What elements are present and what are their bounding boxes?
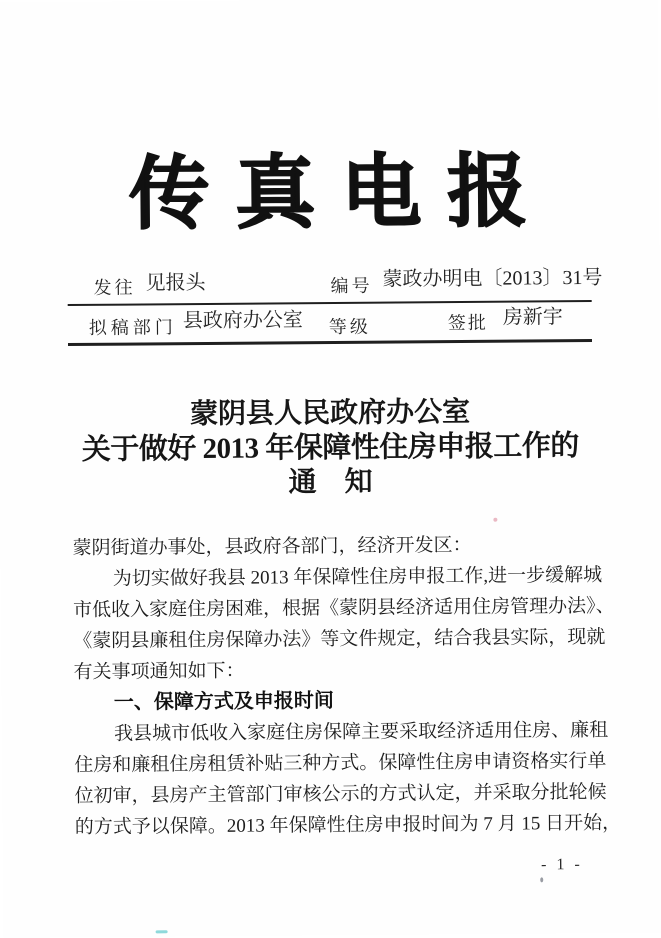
- field-value-to: 见报头: [145, 271, 206, 295]
- field-value-number: 蒙政办明电〔2013〕31号: [382, 266, 603, 291]
- field-label-sign: 签批: [447, 312, 488, 334]
- page-number: - 1 -: [541, 856, 583, 874]
- body-text: [72, 529, 622, 843]
- field-value-draft-dept: 县政府办公室: [182, 309, 303, 333]
- scan-speckle: [493, 518, 497, 522]
- body-line: 《蒙阴县廉租住房保障办法》等文件规定，结合我县实际，现就: [73, 626, 606, 653]
- field-label-number: 编号: [330, 275, 373, 296]
- field-label-to: 发往: [93, 277, 136, 298]
- body-line: 为切实做好我县 2013 年保障性住房申报工作,进一步缓解城: [112, 564, 603, 590]
- body-line-salutation: 蒙阴街道办事处，县政府各部门，经济开发区：: [72, 534, 472, 560]
- body-line: 位初审，县房产主管部门审核公示的方式认定，并采取分批轮候: [74, 781, 607, 808]
- doc-title-issuing-org: 蒙阴县人民政府办公室: [189, 396, 471, 431]
- form-bottom-line: [68, 339, 592, 346]
- body-line: 的方式予以保障。2013 年保障性住房申报时间为 7 月 15 日开始，: [74, 812, 622, 839]
- body-line: 住房和廉租住房租赁补贴三种方式。保障性住房申请资格实行单: [74, 750, 607, 777]
- scan-speckle: [156, 930, 168, 933]
- scan-speckle: [540, 877, 543, 882]
- doc-title-subject: 关于做好 2013 年保障性住房申报工作的: [81, 430, 579, 466]
- field-value-sign-signature: 房新宇: [502, 306, 563, 329]
- field-label-level: 等级: [328, 316, 371, 338]
- body-line: 有关事项通知如下：: [73, 660, 245, 684]
- masthead-title-text: 传真电报: [128, 148, 554, 240]
- body-line: 市低收入家庭住房困难，根据《蒙阴县经济适用住房管理办法》、: [73, 595, 615, 622]
- field-label-draft-dept: 拟稿部门: [88, 317, 177, 338]
- body-section-heading: 一、保障方式及申报时间: [113, 689, 334, 714]
- doc-title-notice: 通 知: [288, 466, 373, 499]
- body-line: 我县城市低收入家庭住房保障主要采取经济适用住房、廉租: [113, 719, 609, 745]
- masthead-title: [0, 145, 659, 242]
